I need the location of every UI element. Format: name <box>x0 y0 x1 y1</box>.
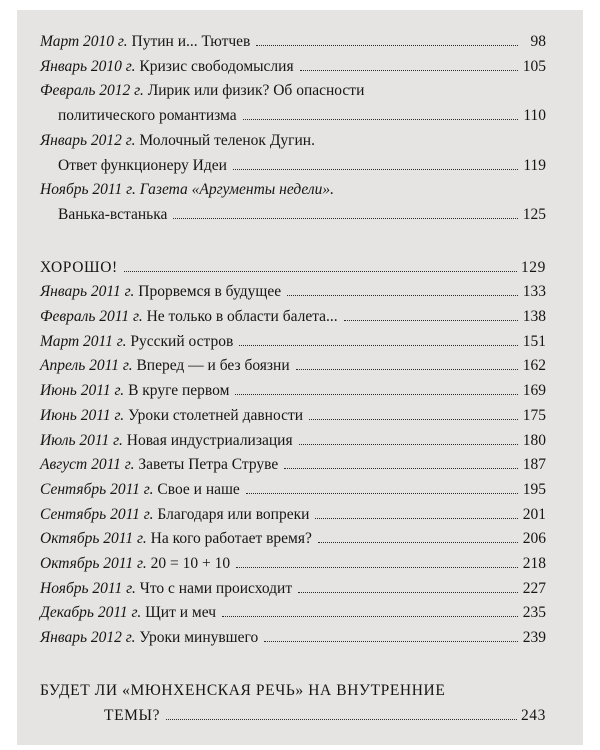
entry-date: Июль 2011 г. <box>40 431 123 449</box>
entry-title: Что с нами происходит <box>139 579 293 597</box>
dot-leader <box>243 119 518 120</box>
entry-page-number: 105 <box>522 57 546 75</box>
toc-entry <box>40 577 546 602</box>
dot-leader <box>315 518 518 519</box>
entry-date: Июнь 2011 г. <box>40 382 125 400</box>
entry-title: Щит и меч <box>145 604 217 622</box>
entry-title: 20 = 10 + 10 <box>150 555 231 573</box>
toc-entry <box>40 280 546 305</box>
entry-page-number: 110 <box>523 107 546 125</box>
entry-title: Русский остров <box>130 332 234 350</box>
dot-leader <box>299 444 518 445</box>
table-of-contents <box>40 30 546 728</box>
entry-page-number: 119 <box>523 156 546 174</box>
toc-entry <box>40 55 546 80</box>
section-spacer <box>40 651 546 679</box>
entry-page-number: 187 <box>522 456 546 474</box>
section-page-number: 129 <box>520 258 546 276</box>
dot-leader <box>233 169 518 170</box>
section-title-continuation: ТЕМЫ? <box>104 706 161 724</box>
dot-leader <box>124 271 517 272</box>
entry-title: В круге первом <box>128 382 230 400</box>
toc-entry <box>40 429 546 454</box>
entry-title: Молочный теленок Дугин. <box>139 131 315 149</box>
entry-date: Сентябрь 2011 г. <box>40 505 154 523</box>
toc-entry <box>40 478 546 503</box>
entry-date: Июнь 2011 г. <box>40 406 125 424</box>
toc-entry <box>40 30 546 55</box>
entry-page-number: 169 <box>522 382 546 400</box>
dot-leader <box>264 641 518 642</box>
section-good-entries <box>40 280 546 651</box>
dot-leader <box>298 592 518 593</box>
entry-title-continuation: политического романтизма <box>58 107 237 125</box>
toc-entry <box>40 305 546 330</box>
entry-date: Декабрь 2011 г. <box>40 604 142 622</box>
toc-entry <box>40 404 546 429</box>
entry-page-number: 195 <box>522 480 546 498</box>
toc-entry <box>40 552 546 577</box>
entry-date: Август 2011 г. <box>40 456 135 474</box>
entry-page-number: 175 <box>522 406 546 424</box>
entry-title: Уроки столетней давности <box>128 406 304 424</box>
toc-entry <box>40 129 546 178</box>
entry-title: Кризис свободомыслия <box>139 57 294 75</box>
toc-entry <box>40 601 546 626</box>
dot-leader <box>239 345 518 346</box>
entry-title: Заветы Петра Струве <box>138 456 279 474</box>
entry-title-continuation: Ванька-встанька <box>58 205 168 223</box>
section-spacer <box>40 228 546 256</box>
entry-page-number: 138 <box>522 308 546 326</box>
toc-entry <box>40 330 546 355</box>
dot-leader <box>344 320 518 321</box>
dot-leader <box>300 70 518 71</box>
dot-leader <box>235 394 518 395</box>
section-title: БУДЕТ ЛИ «МЮНХЕНСКАЯ РЕЧЬ» НА ВНУТРЕННИЕ <box>40 681 446 699</box>
dot-leader <box>166 719 517 720</box>
entry-date: Январь 2011 г. <box>40 283 135 301</box>
entry-page-number: 235 <box>522 604 546 622</box>
section-page-number: 243 <box>520 706 546 724</box>
dot-leader <box>318 542 518 543</box>
entry-date: Март 2011 г. <box>40 332 127 350</box>
entry-title: Новая индустриализация <box>126 431 293 449</box>
entry-date: Сентябрь 2011 г. <box>40 480 154 498</box>
section-heading-munich <box>40 679 546 728</box>
toc-entry <box>40 354 546 379</box>
entry-title-continuation: Ответ функционеру Идеи <box>58 156 227 174</box>
entry-date: Март 2010 г. <box>40 33 128 50</box>
entry-page-number: 151 <box>522 332 546 350</box>
entry-page-number: 227 <box>522 579 546 597</box>
entry-title: Уроки минувшего <box>139 629 259 647</box>
dot-leader <box>256 45 518 46</box>
entry-date: Ноябрь 2011 г. <box>40 579 136 597</box>
entry-title: На кого работает время? <box>150 530 312 548</box>
entry-date: Январь 2012 г. <box>40 131 136 149</box>
dot-leader <box>287 295 518 296</box>
section-title: ХОРОШО! <box>40 258 118 276</box>
entry-page-number: 162 <box>522 357 546 375</box>
entry-date: Октябрь 2011 г. <box>40 530 147 548</box>
entry-title: Благодаря или вопреки <box>157 505 310 523</box>
entry-page-number: 239 <box>522 629 546 647</box>
toc-entry <box>40 79 546 128</box>
entry-title: Свое и наше <box>157 480 240 498</box>
entry-page-number: 98 <box>530 33 546 50</box>
dot-leader <box>309 419 518 420</box>
dot-leader <box>284 468 518 469</box>
entry-date: Апрель 2011 г. <box>40 357 133 375</box>
toc-entry <box>40 178 546 227</box>
entry-page-number: 206 <box>522 530 546 548</box>
dot-leader <box>246 493 518 494</box>
dot-leader <box>236 567 518 568</box>
toc-entry <box>40 503 546 528</box>
toc-entry <box>40 626 546 651</box>
entry-date: Ноябрь 2011 г. Газета «Аргументы недели». <box>40 181 335 199</box>
entry-date: Январь 2010 г. <box>40 57 136 75</box>
entry-page-number: 133 <box>522 283 546 301</box>
toc-entry <box>40 453 546 478</box>
entry-page-number: 201 <box>522 505 546 523</box>
entry-date: Февраль 2011 г. <box>40 308 143 326</box>
entry-title: Прорвемся в будущее <box>138 283 282 301</box>
toc-entry <box>40 527 546 552</box>
entry-title: Лирик или физик? Об опасности <box>147 82 365 100</box>
entry-page-number: 180 <box>522 431 546 449</box>
entry-title: Вперед — и без боязни <box>136 357 290 375</box>
entry-title: Не только в области балета... <box>146 308 338 326</box>
entry-title: Путин и... Тютчев <box>131 33 251 50</box>
entry-date: Октябрь 2011 г. <box>40 555 147 573</box>
toc-entry <box>40 379 546 404</box>
entry-page-number: 218 <box>522 555 546 573</box>
entry-date: Январь 2012 г. <box>40 629 136 647</box>
dot-leader <box>222 616 518 617</box>
entry-page-number: 125 <box>522 205 546 223</box>
entry-date: Февраль 2012 г. <box>40 82 144 100</box>
dot-leader <box>296 369 518 370</box>
section-heading-good <box>40 256 546 281</box>
dot-leader <box>173 218 518 219</box>
